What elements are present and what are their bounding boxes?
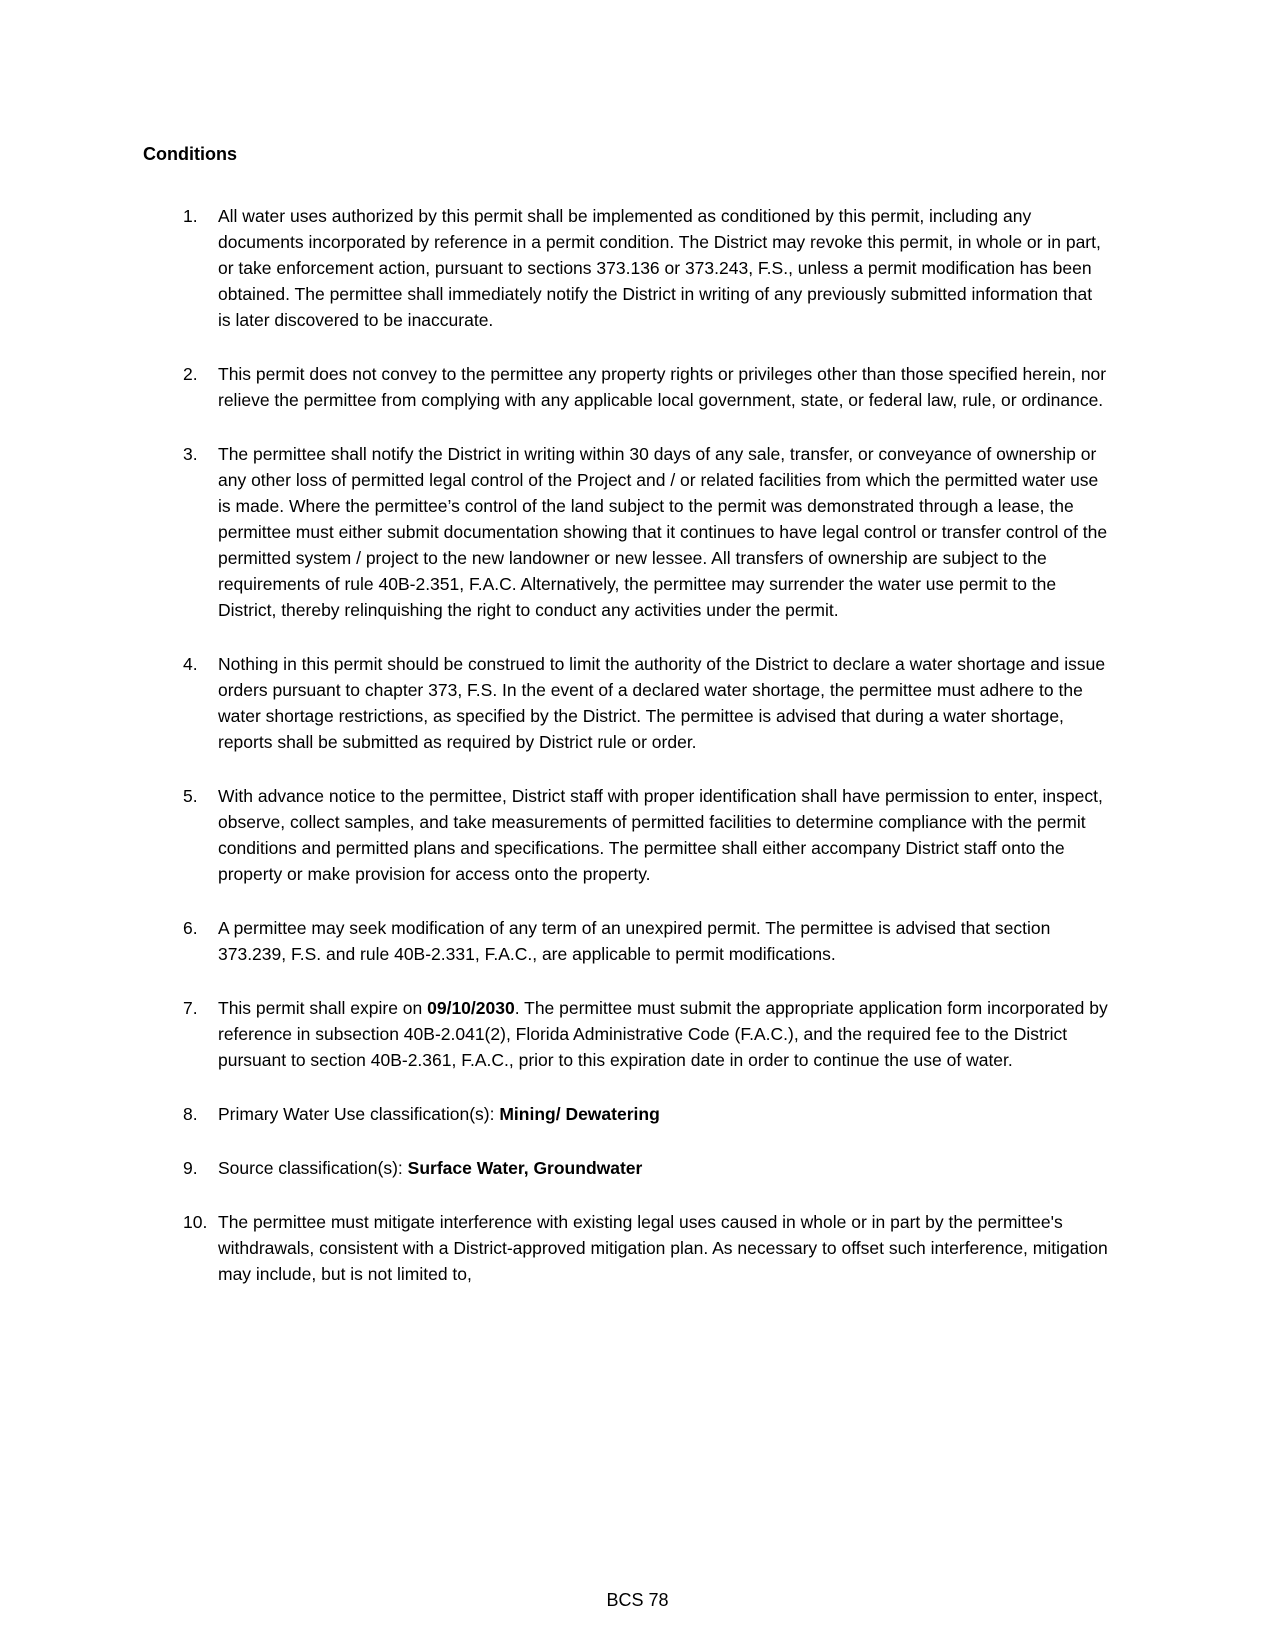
- condition-item-9: [143, 1155, 1118, 1181]
- condition-text: This permit does not convey to the permittee any property rights or privileges other than those specified herein, nor relieve the permittee from complying with any applicable local government, state, or federal law, rule, or ordinance.: [218, 364, 1107, 410]
- condition-number: 8.: [183, 1104, 198, 1124]
- condition-text: With advance notice to the permittee, District staff with proper identification shall have permission to enter, inspect, observe, collect samples, and take measurements of permitted facilities to determine compliance with the permit conditions and permitted plans and specifications. The permittee shall either accompany District staff onto the property or make provision for access onto the property.: [218, 786, 1103, 884]
- condition-item-7: [143, 995, 1118, 1073]
- condition-item-10: [143, 1209, 1118, 1287]
- condition-number: 3.: [183, 444, 198, 464]
- page-footer: BCS 78: [606, 1590, 669, 1610]
- conditions-list: [143, 203, 1118, 1287]
- condition-text: Source classification(s): Surface Water, Groundwater: [218, 1158, 643, 1178]
- condition-text: This permit shall expire on 09/10/2030. The permittee must submit the appropriate application form incorporated by reference in subsection 40B-2.041(2), Florida Administrative Code (F.A.C.), and the required fee to the District pursuant to section 40B-2.361, F.A.C., prior to this expiration date in order to continue the use of water.: [218, 998, 1108, 1070]
- condition-text: Primary Water Use classification(s): Mining/ Dewatering: [218, 1104, 660, 1124]
- document-content: [143, 143, 1118, 1287]
- condition-number: 10.: [183, 1212, 208, 1232]
- condition-number: 9.: [183, 1158, 198, 1178]
- condition-number: 6.: [183, 918, 198, 938]
- page-title: Conditions: [143, 144, 237, 164]
- condition-item-6: [143, 915, 1118, 967]
- condition-item-1: [143, 203, 1118, 333]
- condition-item-5: [143, 783, 1118, 887]
- condition-number: 2.: [183, 364, 198, 384]
- condition-text: Nothing in this permit should be construed to limit the authority of the District to declare a water shortage and issue orders pursuant to chapter 373, F.S. In the event of a declared water shortage, the permittee must adhere to the water shortage restrictions, as specified by the District. The permittee is advised that during a water shortage, reports shall be submitted as required by District rule or order.: [218, 654, 1106, 752]
- condition-item-2: [143, 361, 1118, 413]
- condition-item-8: [143, 1101, 1118, 1127]
- condition-text: The permittee shall notify the District in writing within 30 days of any sale, transfer, or conveyance of ownership or any other loss of permitted legal control of the Project and / or related facilities from which the permitted water use is made. Where the permittee’s control of the land subject to the permit was demonstrated through a lease, the permittee must either submit documentation showing that it continues to have legal control or transfer control of the permitted system / project to the new landowner or new lessee. All transfers of ownership are subject to the requirements of rule 40B-2.351, F.A.C. Alternatively, the permittee may surrender the water use permit to the District, thereby relinquishing the right to conduct any activities under the permit.: [218, 444, 1108, 620]
- condition-number: 7.: [183, 998, 198, 1018]
- condition-number: 5.: [183, 786, 198, 806]
- condition-item-4: [143, 651, 1118, 755]
- condition-number: 4.: [183, 654, 198, 674]
- condition-number: 1.: [183, 206, 198, 226]
- condition-text: All water uses authorized by this permit shall be implemented as conditioned by this permit, including any documents incorporated by reference in a permit condition. The District may revoke this permit, in whole or in part, or take enforcement action, pursuant to sections 373.136 or 373.243, F.S., unless a permit modification has been obtained. The permittee shall immediately notify the District in writing of any previously submitted information that is later discovered to be inaccurate.: [218, 206, 1101, 330]
- condition-text: The permittee must mitigate interference with existing legal uses caused in whole or in part by the permittee's withdrawals, consistent with a District-approved mitigation plan. As necessary to offset such interference, mitigation may include, but is not limited to,: [218, 1212, 1108, 1284]
- condition-text: A permittee may seek modification of any term of an unexpired permit. The permittee is advised that section 373.239, F.S. and rule 40B-2.331, F.A.C., are applicable to permit modifications.: [218, 918, 1051, 964]
- condition-item-3: [143, 441, 1118, 623]
